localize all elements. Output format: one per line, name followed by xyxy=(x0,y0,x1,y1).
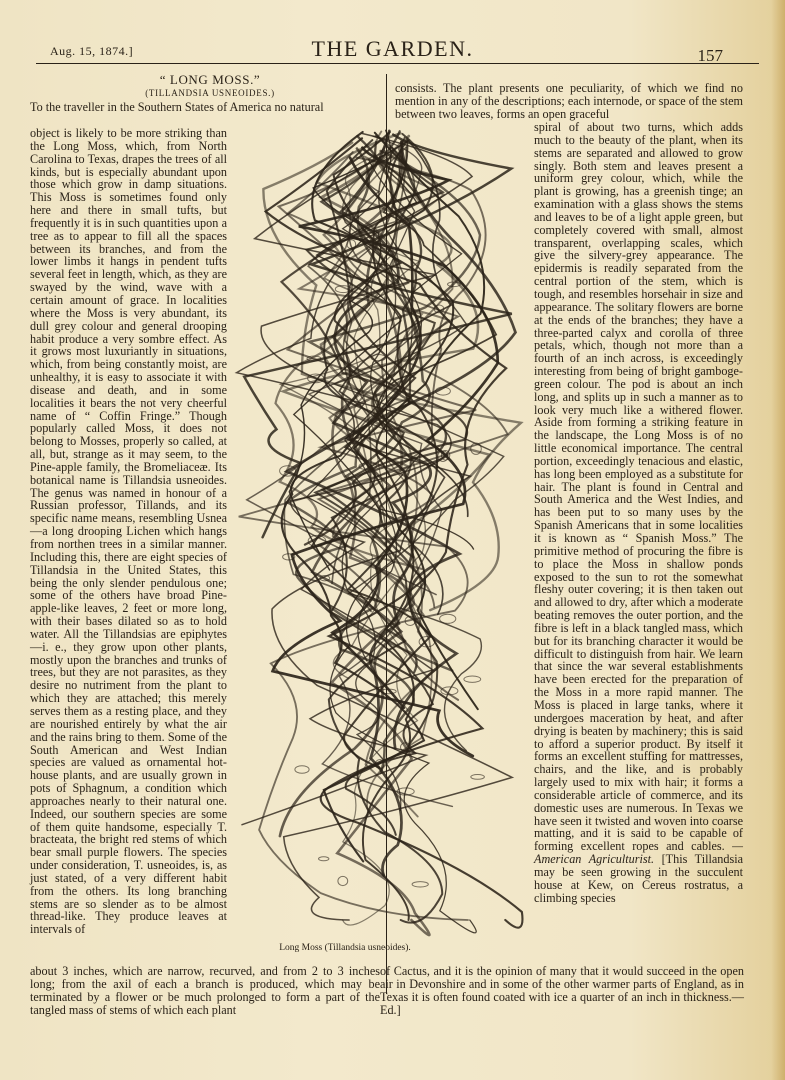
right-tail-text: of Cactus, and it is the opinion of many that it would succeed in the open air in Devonshire and in some of the other warmer parts of England, as in Texas it is often found coated with ice a quarter of an inch in thickness.—Ed.] xyxy=(380,964,744,1017)
moss-curl xyxy=(412,882,428,887)
long-moss-illustration xyxy=(230,120,530,940)
right-body-main: spiral of about two turns, which adds much to the beauty of the plant, when its stems are separated and allowed to grow singly. Both stem and leaves present a uniform grey colour, which, while the plant is growing, has a greenish tinge; an examination with a glass shows the stems and leaves to be of a light apple green, but completely covered with small, almost transparent, overlapping scales, which give the silvery-grey appearance. The epidermis is readily separated from the central portion of the stem, which is tough, and resembles horsehair in size and appearance. The solitary flowers are borne at the ends of the branches; they have a three-parted calyx and corolla of three petals, which, though not more than a fourth of an inch across, is exceedingly interesting from being of bright gamboge-green colour. The pod is about an inch long, and splits up in such a manner as to look very much like a withered flower. Aside from forming a striking feature in the landscape, the Long Moss is of no little economical importance. The central portion, exceedingly tenacious and elastic, has long been employed as a substitute for hair. The plant is found in Central and South America and the West Indies, and has been put to so many uses by the Spanish Americans that in some localities it is known as “ Spanish Moss.” The primitive method of procuring the fibre is to place the Moss in shallow ponds exposed to the sun to rot the somewhat fleshy outer covering; it is then taken out and allowed to dry, after which a moderate beating removes the outer portion, and the fibre is left in a black tangled mass, which but for its branching character it would be difficult to distinguish from hair. We learn that since the war several establishments have been erected for the preparation of the Moss in a more rapid manner. The Moss is placed in large tanks, where it undergoes maceration by heat, and after drying is beaten by machinery; this is said to afford a superior product. By itself it forms an excellent stuffing for mattresses, chairs, and the like, and is probably largely used to mix with hair; it forms a considerable article of commerce, and its domestic uses are numerous. In Texas we have seen it twisted and woven into coarse matting, and it is said to be capable of forming excellent ropes and cables. xyxy=(534,120,743,854)
right-body-text xyxy=(534,121,743,904)
moss-curl xyxy=(338,876,348,885)
right-lead-text: consists. The plant presents one peculiarity, of which we find no mention in any of the descriptions; each internode, or space of the stem between two leaves, forms an open graceful xyxy=(395,81,743,121)
moss-curl xyxy=(295,766,309,774)
journal-title: THE GARDEN. xyxy=(311,36,474,61)
left-lead-text: To the traveller in the Southern States of America no natural xyxy=(30,100,324,114)
header-rule xyxy=(36,63,759,64)
right-column-tail xyxy=(380,965,744,1016)
moss-curl xyxy=(471,775,485,780)
editor-note-start: [This Tillandsia may be seen growing in the succulent house at Kew, on Cereus rostratus, a climbing species xyxy=(534,852,743,905)
moss-curl xyxy=(464,676,481,682)
left-tail-text: about 3 inches, which are narrow, recurved, and from 2 to 3 inches long; from the axil of each a branch is produced, which may be terminated by a flower or be much prolonged to form a part of the tangled mass of stems of which each plant xyxy=(30,964,380,1017)
article-title: “ LONG MOSS.” xyxy=(159,72,261,87)
moss-curl xyxy=(319,857,329,861)
right-column-body xyxy=(534,121,743,904)
moss-curl xyxy=(440,614,456,623)
issue-date: Aug. 15, 1874.] xyxy=(50,44,134,58)
left-column-body xyxy=(30,127,227,936)
page-number: 157 xyxy=(697,46,723,65)
article-subtitle: (TILLANDSIA USNEOIDES.) xyxy=(145,88,275,98)
attribution: —American Agriculturist. xyxy=(534,839,743,867)
page-edge-shadow xyxy=(771,0,785,1080)
moss-strands xyxy=(237,130,523,935)
left-column-lead xyxy=(30,101,380,114)
left-body-text: object is likely to be more striking than the Long Moss, which, from North Carolina to Texas, drapes the trees of all kinds, but is especially abundant upon those which grow in damp situations. This Moss is sometimes found only here and there in small tufts, but frequently it is in such quantities upon a tree as to appear to fill all the spaces between its branches, and from the lower limbs it hangs in pendent tufts several feet in length, which, as they are swayed by the wind, wave with a certain amount of grace. In localities where the Moss is very abundant, its dull grey colour and general drooping habit produce a very sombre effect. As it grows most luxuriantly in situations, which, from being constantly moist, are unhealthy, it is easy to associate it with disease and death, and in some localities it bears the not very cheerful name of “ Coffin Fringe.” Though popularly called Moss, it does not belong to Mosses, properly so called, at all, but, strange as it may seem, to the Pine-apple family, the Bromeliaceæ. Its botanical name is Tillandsia usneoides. The genus was named in honour of a Russian professor, Tillands, and its specific name means, resembling Usnea—a long drooping Lichen which hangs from northen trees in a similar manner. Including this, there are eight species of Tillandsia in the United States, this being the only slender pendulous one; some of the others have broad Pine-apple-like leaves, 2 feet or more long, with their bases dilated so as to hold water. All the Tillandsias are epiphytes—i. e., they grow upon other plants, mostly upon the branches and trunks of trees, but they are not parasites, as they desire no nutriment from the plant to which they are attached; this merely serves them as a resting place, and they are nourished entirely by what the air and the rains bring to them. Some of the South American and West Indian species are valued as ornamental hot-house plants, and are usually grown in pots of Sphagnum, a condition which approaches nearly to their natural one. Indeed, our southern species are some of them quite handsome, especially T. bracteata, the bright red stems of which bear small purple flowers. The species under consideration, T. usneoides, is, as just stated, of a very different habit from the others. Its long branching stems are so slender as to be almost thread-like. They produce leaves at intervals of xyxy=(30,126,227,937)
figure-caption: Long Moss (Tillandsia usneoides). xyxy=(279,943,411,953)
left-column-tail xyxy=(30,965,380,1016)
right-column-lead xyxy=(395,82,743,121)
